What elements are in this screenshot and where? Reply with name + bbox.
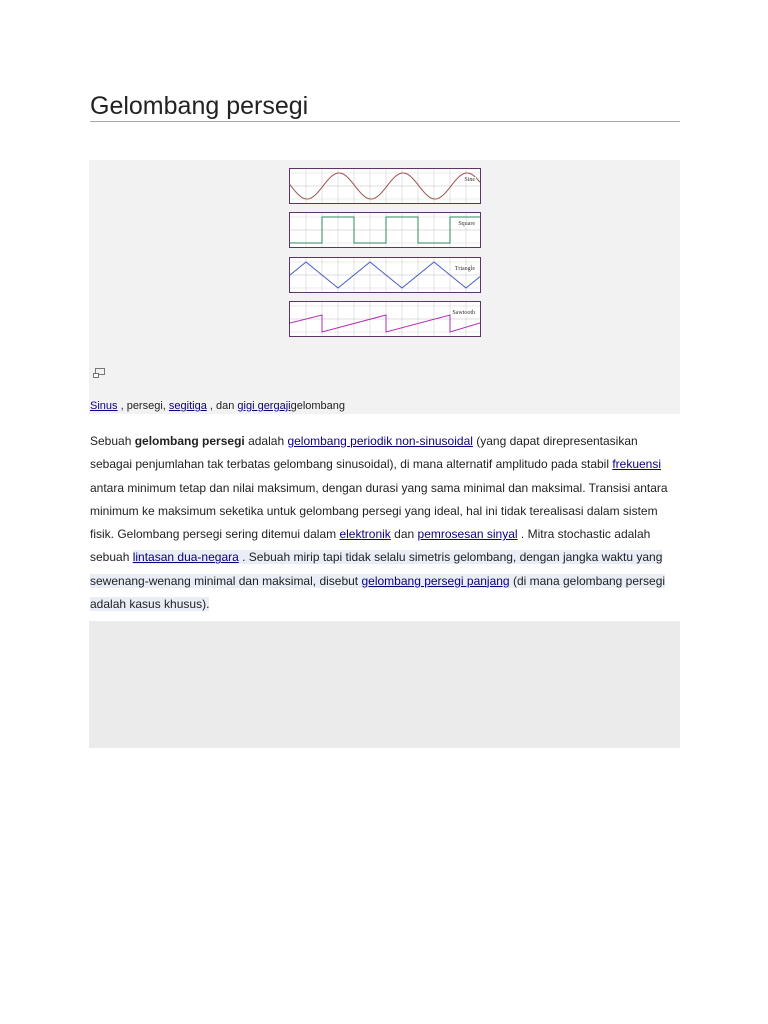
bold-term: gelombang persegi [134,434,245,448]
square-label: Square [458,221,475,227]
sawtooth-grid [290,302,480,336]
link-frekuensi[interactable]: frekuensi [612,457,662,472]
sine-wave-plot [290,169,480,203]
figure-caption [90,400,345,412]
caption-text-2: , dan [206,400,238,412]
para-text-1: Sebuah [90,434,135,448]
caption-text-1: , persegi, [117,400,169,412]
sine-label: Sine [464,177,475,183]
link-pemrosesan-sinyal[interactable]: pemrosesan sinyal [417,527,518,542]
article-paragraph [90,430,682,616]
para-text-5: dan [390,527,418,542]
triangle-wave-panel [289,257,481,293]
link-lintasan-dua-negara[interactable]: lintasan dua-negara [132,550,239,565]
para-text-8: (di mana gelombang persegi adalah kasus khusus). [90,573,666,612]
square-wave-plot [290,213,480,247]
waveform-figure [89,160,680,414]
title-divider [90,121,680,122]
para-text-7: . Sebuah mirip tapi tidak selalu simetris gelombang, dengan jangka waktu yang sewenang-wenang minimal dan maksimal, disebut [90,550,663,588]
caption-text-3: gelombang [290,400,346,412]
sawtooth-wave-panel [289,301,481,337]
sine-wave-panel [289,168,481,204]
triangle-wave-plot [290,258,480,292]
embedded-content-placeholder [89,621,680,748]
square-grid [290,213,480,247]
link-segitiga[interactable]: segitiga [168,400,207,412]
square-wave-panel [289,212,481,248]
enlarge-icon[interactable] [92,367,106,379]
link-sinus[interactable]: Sinus [90,400,118,412]
triangle-label: Triangle [454,266,475,272]
sawtooth-wave-line [290,315,480,332]
para-text-3: (yang dapat direpresentasikan sebagai penjumlahan tak terbatas gelombang sinusoidal), di mana alternatif amplitudo pada stabil [90,434,638,472]
sawtooth-wave-plot [290,302,480,336]
triangle-grid [290,258,480,292]
link-gigi-gergaji[interactable]: gigi gergaji [237,400,291,412]
para-text-6: . Mitra stochastic adalah sebuah [90,527,651,565]
para-text-4: antara minimum tetap dan nilai maksimum, dengan durasi yang sama minimal dan maksimal. Transisi antara minimum ke maksimum seketika untuk gelombang persegi yang ideal, hal ini tidak terealisasi dalam sistem fisik. Gelombang persegi sering ditemui dalam [90,480,668,542]
page-title: Gelombang persegi [90,92,309,120]
link-gelombang-persegi-panjang[interactable]: gelombang persegi panjang [361,573,510,588]
sawtooth-label: Sawtooth [452,310,475,316]
link-gelombang-periodik[interactable]: gelombang periodik non-sinusoidal [287,434,473,448]
link-elektronik[interactable]: elektronik [339,527,391,542]
para-text-2: adalah [244,434,288,448]
